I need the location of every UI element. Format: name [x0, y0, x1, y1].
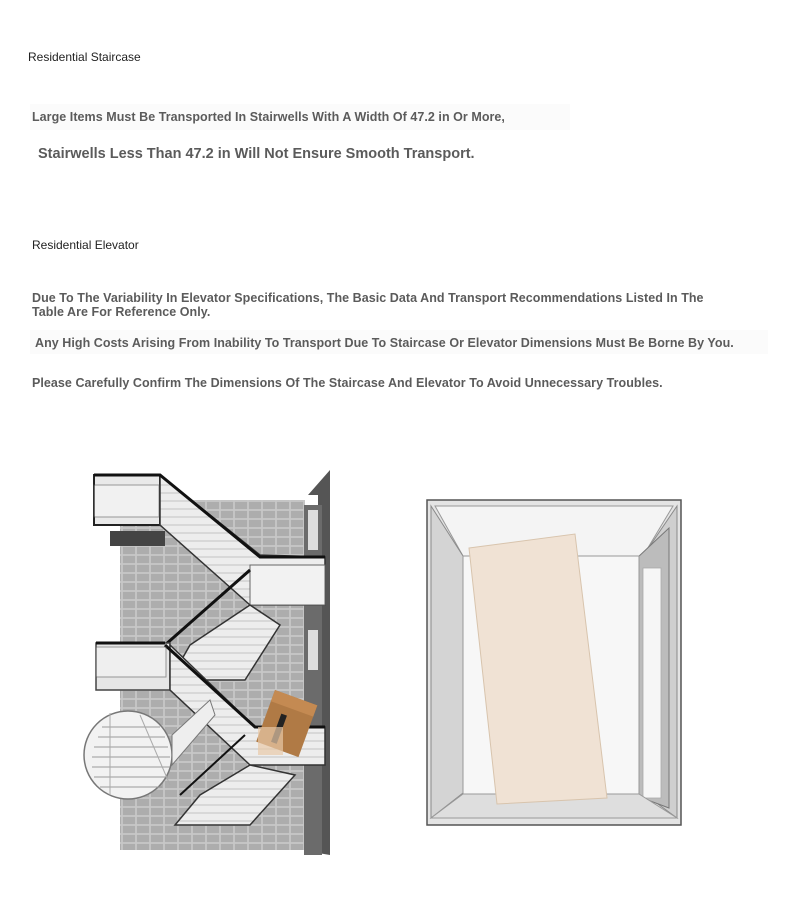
staircase-illustration	[80, 465, 340, 860]
elevator-note-confirm: Please Carefully Confirm The Dimensions Of The Staircase And Elevator To Avoid Unnecessary Troubles.	[32, 376, 663, 390]
elevator-illustration	[425, 498, 683, 828]
elevator-note-costs: Any High Costs Arising From Inability To Transport Due To Staircase Or Elevator Dimensions Must Be Borne By You.	[35, 336, 734, 350]
staircase-note-line1: Large Items Must Be Transported In Stairwells With A Width Of 47.2 in Or More,	[32, 110, 505, 124]
elevator-note-reference: Due To The Variability In Elevator Specifications, The Basic Data And Transport Recommendations Listed In The Table Are For Reference Only.	[32, 291, 704, 319]
elevator-heading: Residential Elevator	[32, 238, 139, 252]
staircase-heading: Residential Staircase	[28, 50, 141, 64]
staircase-note-line2: Stairwells Less Than 47.2 in Will Not Ensure Smooth Transport.	[38, 146, 475, 162]
